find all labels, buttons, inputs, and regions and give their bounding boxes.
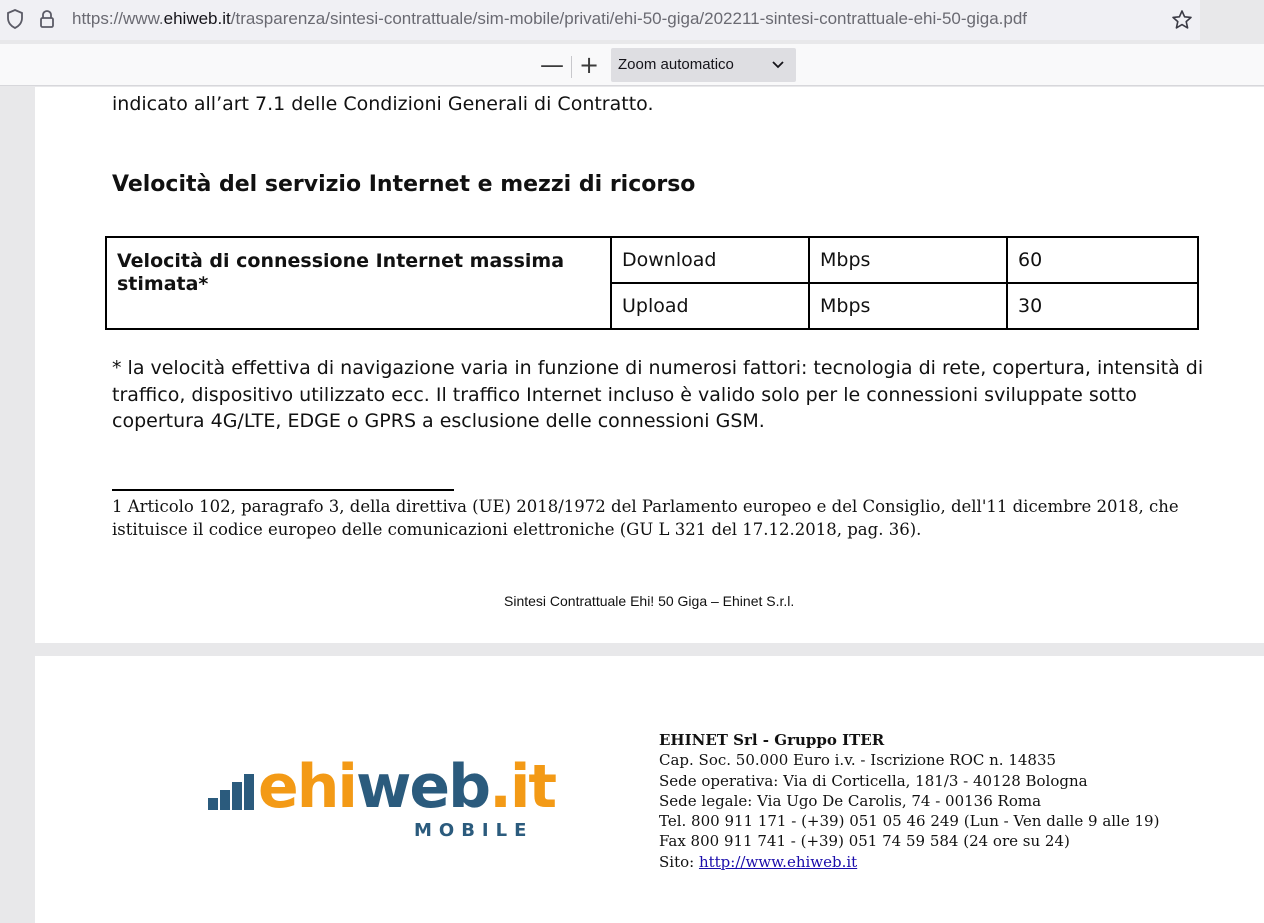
section-title: Velocità del servizio Internet e mezzi di ricorso — [112, 172, 696, 197]
table-cell-unit: Mbps — [809, 237, 1007, 283]
speed-table — [105, 236, 1199, 330]
footnote-divider — [112, 489, 454, 491]
contract-text-top: indicato all’art 7.1 delle Condizioni Generali di Contratto. — [112, 93, 654, 115]
url-domain: ehiweb.it — [163, 9, 231, 28]
logo-part-it: .it — [489, 752, 556, 822]
ehiweb-logo — [258, 752, 555, 822]
logo-part-ehi: ehi — [258, 752, 356, 822]
site-link[interactable]: http://www.ehiweb.it — [698, 852, 858, 871]
table-row-header: Velocità di connessione Internet massima stimata* — [106, 237, 611, 329]
company-legal-address: Sede legale: Via Ugo De Carolis, 74 - 00136 Roma — [659, 791, 1042, 810]
company-info — [659, 730, 1159, 872]
table-cell-value: 30 — [1007, 283, 1198, 329]
chevron-down-icon — [771, 59, 785, 71]
logo-subtitle: MOBILE — [414, 820, 534, 841]
footnote: 1 Articolo 102, paragrafo 3, della direttiva (UE) 2018/1972 del Parlamento europeo e del Consiglio, dell'11 dicembre 2018, che istituisce il codice europeo delle comunicazioni elettroniche (GU L 321 del 17.12.2018, pag. 36). — [112, 497, 1179, 539]
table-cell-unit: Mbps — [809, 283, 1007, 329]
logo-part-web: web — [355, 752, 490, 822]
page-footer: Sintesi Contrattuale Ehi! 50 Giga – Ehinet S.r.l. — [504, 593, 795, 609]
company-operative-address: Sede operativa: Via di Corticella, 181/3 - 40128 Bologna — [659, 771, 1088, 790]
site-label: Sito: — [659, 852, 699, 871]
company-phone: Tel. 800 911 171 - (+39) 051 05 46 249 (Lun - Ven dalle 9 alle 19) — [659, 812, 1160, 831]
url-prefix: https://www. — [72, 9, 164, 28]
pdf-toolbar — [0, 44, 1264, 86]
zoom-in-button[interactable]: + — [578, 51, 600, 79]
table-cell-direction: Upload — [611, 283, 809, 329]
zoom-out-button[interactable]: — — [540, 51, 564, 79]
table-cell-value: 60 — [1007, 237, 1198, 283]
url-text[interactable] — [72, 9, 1027, 29]
company-fax: Fax 800 911 741 - (+39) 051 74 59 584 (24 ore su 24) — [659, 832, 1070, 851]
zoom-select-value: Zoom automatico — [618, 56, 734, 73]
shield-icon[interactable] — [6, 9, 24, 29]
company-name: EHINET Srl - Gruppo ITER — [659, 731, 885, 749]
zoom-select[interactable] — [611, 48, 796, 82]
signal-bars-icon — [208, 772, 256, 810]
lock-icon[interactable] — [38, 9, 56, 29]
table-cell-direction: Download — [611, 237, 809, 283]
toolbar-separator — [571, 56, 572, 78]
bookmark-star-icon[interactable] — [1170, 8, 1194, 32]
address-bar[interactable] — [0, 0, 1200, 40]
company-capital: Cap. Soc. 50.000 Euro i.v. - Iscrizione ROC n. 14835 — [659, 751, 1057, 770]
company-site-line — [659, 852, 1159, 872]
speed-note: * la velocità effettiva di navigazione varia in funzione di numerosi fattori: tecnologia di rete, copertura, intensità di traffico, dispositivo utilizzato ecc. Il traffico Internet incluso è valido solo per le connessioni sviluppate sotto copertura 4G/LTE, EDGE o GPRS a esclusione delle connessioni GSM. — [112, 357, 1204, 432]
url-path: /trasparenza/sintesi-contrattuale/sim-mobile/privati/ehi-50-giga/202211-sintesi-contrattuale-ehi-50-giga.pdf — [230, 9, 1028, 28]
table-row — [106, 237, 1198, 283]
